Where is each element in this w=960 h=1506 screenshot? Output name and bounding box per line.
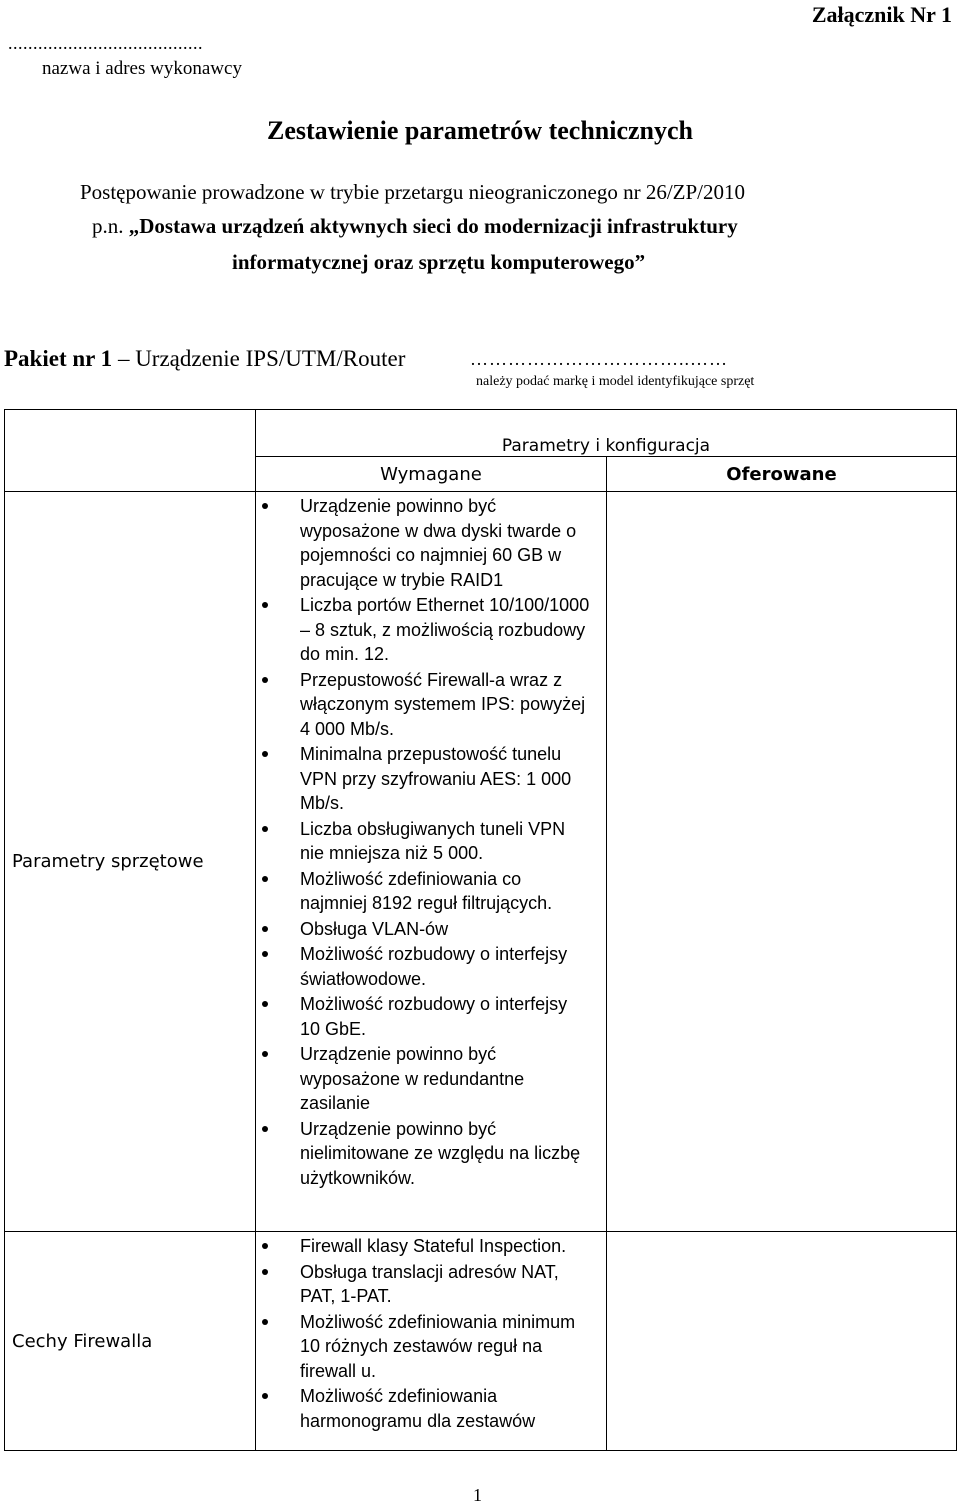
requirement-item [256, 668, 606, 742]
bullet-icon [262, 876, 268, 882]
requirement-text: Urządzenie powinno być wyposażone w redundantne zasilanie [300, 1044, 525, 1113]
required-cell-firewall [256, 1232, 607, 1451]
bullet-icon [262, 951, 268, 957]
bullet-icon [262, 602, 268, 608]
bullet-icon [262, 751, 268, 757]
requirements-list-firewall [256, 1232, 606, 1433]
category-hardware: Parametry sprzętowe [5, 492, 256, 1232]
package-label: Pakiet nr 1 [4, 346, 113, 371]
empty-corner-cell [5, 410, 256, 492]
requirement-item [256, 494, 606, 592]
package-device-name: Urządzenie IPS/UTM/Router [135, 346, 406, 371]
bullet-icon [262, 1269, 268, 1275]
category-firewall: Cechy Firewalla [5, 1232, 256, 1451]
procedure-name-part-2: informatycznej oraz sprzętu komputerowego” [232, 250, 646, 274]
procedure-line-1: Postępowanie prowadzone w trybie przetargu nieograniczonego nr 26/ZP/2010 [80, 180, 746, 204]
document-title: Zestawienie parametrów technicznych [266, 116, 694, 145]
procedure-line-2 [92, 214, 738, 239]
requirement-text: Obsługa translacji adresów NAT, PAT, 1-PAT. [300, 1261, 559, 1306]
requirement-text: Minimalna przepustowość tunelu VPN przy szyfrowaniu AES: 1 000 Mb/s. [300, 744, 572, 813]
requirements-list-hardware [256, 492, 606, 1190]
contractor-label: nazwa i adres wykonawcy [42, 58, 242, 79]
requirement-item [256, 992, 606, 1041]
bullet-icon [262, 1319, 268, 1325]
requirement-item [256, 742, 606, 816]
offered-column-header: Oferowane [607, 457, 957, 492]
page-number: 1 [473, 1485, 482, 1505]
package-heading [4, 346, 405, 372]
package-device: – [117, 346, 136, 371]
requirement-item [256, 1310, 606, 1384]
bullet-icon [262, 1243, 268, 1249]
requirement-text: Możliwość zdefiniowania minimum 10 różnych zestawów reguł na firewall u. [300, 1311, 576, 1381]
procedure-name-part-1: „Dostawa urządzeń aktywnych sieci do modernizacji infrastruktury [128, 214, 738, 238]
bullet-icon [262, 1126, 268, 1132]
package-model-dots: ……………………………..…… [470, 349, 728, 369]
requirement-text: Możliwość zdefiniowania harmonogramu dla zestawów [300, 1386, 536, 1431]
contractor-dots: ....................................... [8, 33, 203, 53]
required-cell-hardware [256, 492, 607, 1232]
bullet-icon [262, 677, 268, 683]
requirement-item [256, 1260, 606, 1309]
requirement-text: Firewall klasy Stateful Inspection. [300, 1236, 567, 1256]
requirement-text: Możliwość zdefiniowania co najmniej 8192 reguł filtrujących. [300, 868, 553, 913]
requirement-item [256, 867, 606, 916]
offered-cell-hardware[interactable] [607, 492, 957, 1232]
requirement-text: Przepustowość Firewall-a wraz z włączonym systemem IPS: powyżej 4 000 Mb/s. [300, 669, 586, 739]
requirement-item [256, 1042, 606, 1116]
requirement-item [256, 1234, 606, 1259]
package-model-hint: należy podać markę i model identyfikujące sprzęt [476, 374, 755, 389]
parameters-table [4, 409, 957, 1451]
bullet-icon [262, 1051, 268, 1057]
requirement-text: Liczba portów Ethernet 10/100/1000 – 8 sztuk, z możliwością rozbudowy do min. 12. [300, 595, 590, 664]
requirement-item [256, 917, 606, 942]
bullet-icon [262, 1001, 268, 1007]
parameters-group-header: Parametry i konfiguracja [256, 410, 957, 457]
requirement-text: Urządzenie powinno być nielimitowane ze względu na liczbę użytkowników. [300, 1118, 581, 1188]
requirement-item [256, 1117, 606, 1191]
requirement-item [256, 1384, 606, 1433]
required-column-header: Wymagane [256, 457, 607, 492]
bullet-icon [262, 826, 268, 832]
bullet-icon [262, 1393, 268, 1399]
requirement-text: Możliwość rozbudowy o interfejsy 10 GbE. [300, 994, 568, 1039]
section-row-firewall [5, 1232, 957, 1451]
requirement-item [256, 817, 606, 866]
requirement-item [256, 942, 606, 991]
requirement-item [256, 593, 606, 667]
bullet-icon [262, 926, 268, 932]
bullet-icon [262, 503, 268, 509]
requirement-text: Liczba obsługiwanych tuneli VPN nie mniejsza niż 5 000. [300, 818, 566, 863]
offered-cell-firewall[interactable] [607, 1232, 957, 1451]
procedure-prefix: p.n. [92, 214, 129, 238]
section-row-hardware [5, 492, 957, 1232]
requirement-text: Obsługa VLAN-ów [300, 918, 449, 939]
requirement-text: Możliwość rozbudowy o interfejsy światłowodowe. [300, 944, 568, 989]
annex-label: Załącznik Nr 1 [811, 2, 952, 27]
requirement-text: Urządzenie powinno być wyposażone w dwa dyski twarde o pojemności co najmniej 60 GB w pracujące w trybie RAID1 [300, 496, 577, 590]
